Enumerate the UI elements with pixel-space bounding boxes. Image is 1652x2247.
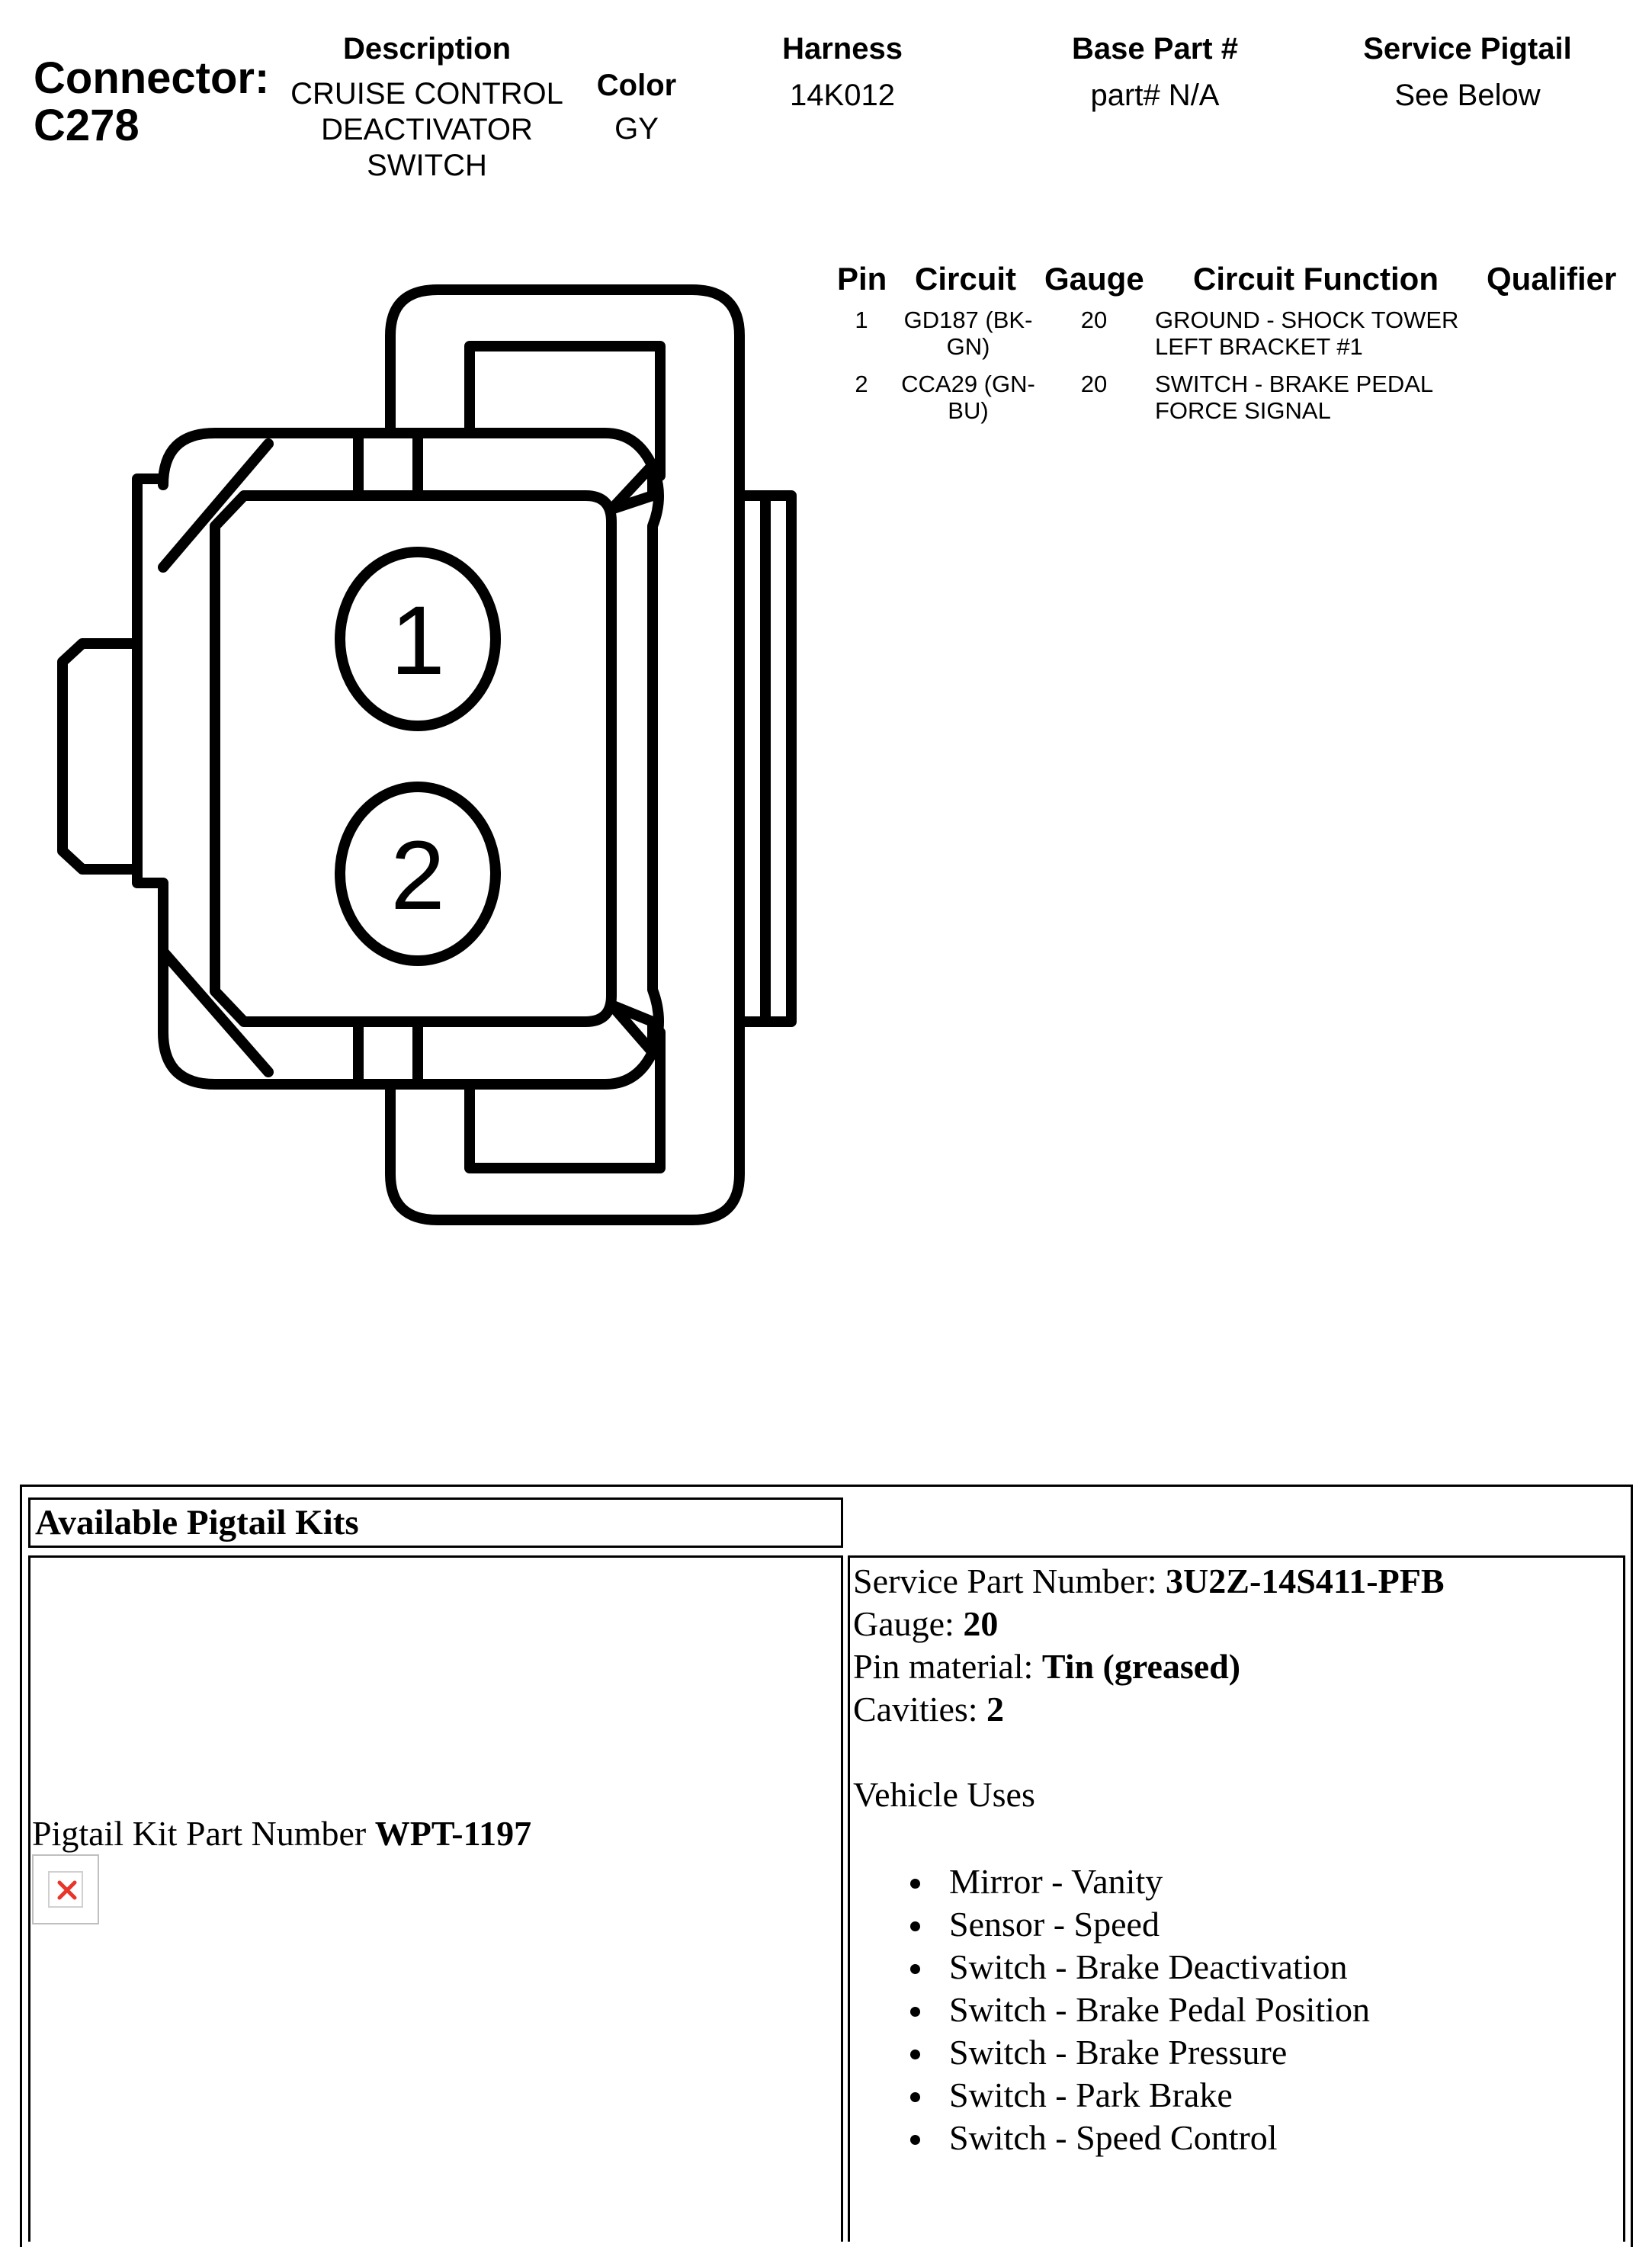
vehicle-use-label: Mirror - Vanity xyxy=(949,1862,1163,1901)
circuit-code xyxy=(884,307,1052,360)
gauge-value: 20 xyxy=(1080,371,1108,397)
harness-label: Harness xyxy=(782,32,903,66)
connector-bottom-tab xyxy=(358,1022,418,1084)
connector-left-tab xyxy=(63,644,137,869)
connector-latch-bottom xyxy=(611,1005,653,1052)
pin-column-header: Pin xyxy=(837,261,887,297)
gauge-value: 20 xyxy=(1080,307,1108,333)
kit-number-value: WPT-1197 xyxy=(374,1814,532,1853)
connector-label: Connector: xyxy=(34,53,270,103)
connector-top-tab xyxy=(358,433,418,496)
broken-image-x-icon xyxy=(56,1879,79,1902)
bullet-icon xyxy=(910,1879,920,1889)
gauge-value: 20 xyxy=(963,1604,999,1643)
vehicle-use-item xyxy=(900,2074,1370,2117)
circuit-line: CCA29 (GN- xyxy=(901,371,1035,397)
vehicle-use-item xyxy=(900,2117,1370,2159)
qualifier-column-header: Qualifier xyxy=(1487,261,1617,297)
bullet-icon xyxy=(910,1921,920,1931)
connector-right-ribs xyxy=(739,496,791,1022)
cavities-label: Cavities: xyxy=(853,1690,987,1729)
cavities-value: 2 xyxy=(986,1690,1005,1729)
circuit-function-column-header: Circuit Function xyxy=(1193,261,1439,297)
pigtail-kits-heading: Available Pigtail Kits xyxy=(28,1497,843,1548)
connector-id: C278 xyxy=(34,101,140,150)
vehicle-uses-list xyxy=(900,1860,1370,2159)
pin-material-line xyxy=(853,1645,1240,1688)
vehicle-use-label: Switch - Speed Control xyxy=(949,2118,1278,2157)
service-part-number-label: Service Part Number: xyxy=(853,1562,1166,1600)
kit-number-label: Pigtail Kit Part Number xyxy=(32,1814,375,1853)
vehicle-use-label: Switch - Brake Deactivation xyxy=(949,1947,1348,1986)
circuit-column-header: Circuit xyxy=(915,261,1017,297)
connector-latch-top xyxy=(611,465,653,509)
service-pigtail-label: Service Pigtail xyxy=(1363,32,1572,66)
vehicle-use-item xyxy=(900,1989,1370,2031)
description-line: DEACTIVATOR xyxy=(321,113,533,146)
vehicle-use-label: Switch - Brake Pedal Position xyxy=(949,1990,1370,2029)
bullet-icon xyxy=(910,1964,920,1974)
service-part-number-value: 3U2Z-14S411-PFB xyxy=(1166,1562,1445,1600)
harness-value: 14K012 xyxy=(790,79,895,112)
vehicle-use-label: Sensor - Speed xyxy=(949,1905,1160,1944)
vehicle-uses-heading: Vehicle Uses xyxy=(853,1775,1035,1814)
description-label: Description xyxy=(342,32,512,66)
connector-cavity xyxy=(215,496,611,1022)
service-pigtail-value: See Below xyxy=(1394,79,1541,112)
service-part-number-line xyxy=(853,1560,1445,1603)
cavities-line xyxy=(853,1688,1004,1731)
broken-image-icon xyxy=(32,1854,99,1924)
vehicle-use-item xyxy=(900,1860,1370,1903)
connector-title xyxy=(34,55,269,149)
pigtail-kit-number-line xyxy=(32,1813,531,1854)
connector-bottom-slot xyxy=(470,1032,660,1168)
vehicle-use-label: Switch - Brake Pressure xyxy=(949,2033,1288,2072)
bullet-icon xyxy=(910,2050,920,2059)
function-line: GROUND - SHOCK TOWER xyxy=(1155,307,1459,333)
description-line: CRUISE CONTROL xyxy=(290,77,563,111)
description-value xyxy=(274,76,579,184)
circuit-function xyxy=(1155,371,1475,424)
function-line: SWITCH - BRAKE PEDAL xyxy=(1155,371,1434,397)
vehicle-use-item xyxy=(900,1903,1370,1946)
color-value: GY xyxy=(614,112,659,146)
base-part-value: part# N/A xyxy=(1090,79,1220,112)
connector-top-slot xyxy=(470,346,660,476)
gauge-line xyxy=(853,1603,998,1645)
pigtail-kit-cell xyxy=(28,1555,843,2242)
circuit-line: GN) xyxy=(946,333,990,360)
circuit-function xyxy=(1155,307,1475,360)
circuit-line: BU) xyxy=(948,397,989,424)
pin-number: 2 xyxy=(855,371,868,397)
pin-1-label: 1 xyxy=(390,586,445,695)
base-part-label: Base Part # xyxy=(1072,32,1238,66)
gauge-column-header: Gauge xyxy=(1044,261,1144,297)
circuit-code xyxy=(884,371,1052,424)
function-line: FORCE SIGNAL xyxy=(1155,397,1331,424)
pin-material-label: Pin material: xyxy=(853,1647,1042,1686)
vehicle-use-item xyxy=(900,1946,1370,1989)
pin-material-value: Tin (greased) xyxy=(1041,1647,1241,1686)
bullet-icon xyxy=(910,2092,920,2102)
pin-2-label: 2 xyxy=(390,821,445,930)
bullet-icon xyxy=(910,2007,920,2017)
pin-number: 1 xyxy=(855,307,868,333)
function-line: LEFT BRACKET #1 xyxy=(1155,333,1363,360)
color-label: Color xyxy=(596,69,677,102)
circuit-line: GD187 (BK- xyxy=(903,307,1033,333)
bullet-icon xyxy=(910,2135,920,2145)
vehicle-use-label: Switch - Park Brake xyxy=(949,2075,1233,2114)
gauge-label: Gauge: xyxy=(853,1604,964,1643)
description-line: SWITCH xyxy=(367,149,487,182)
vehicle-use-item xyxy=(900,2031,1370,2074)
connector-face-diagram xyxy=(0,259,823,1250)
